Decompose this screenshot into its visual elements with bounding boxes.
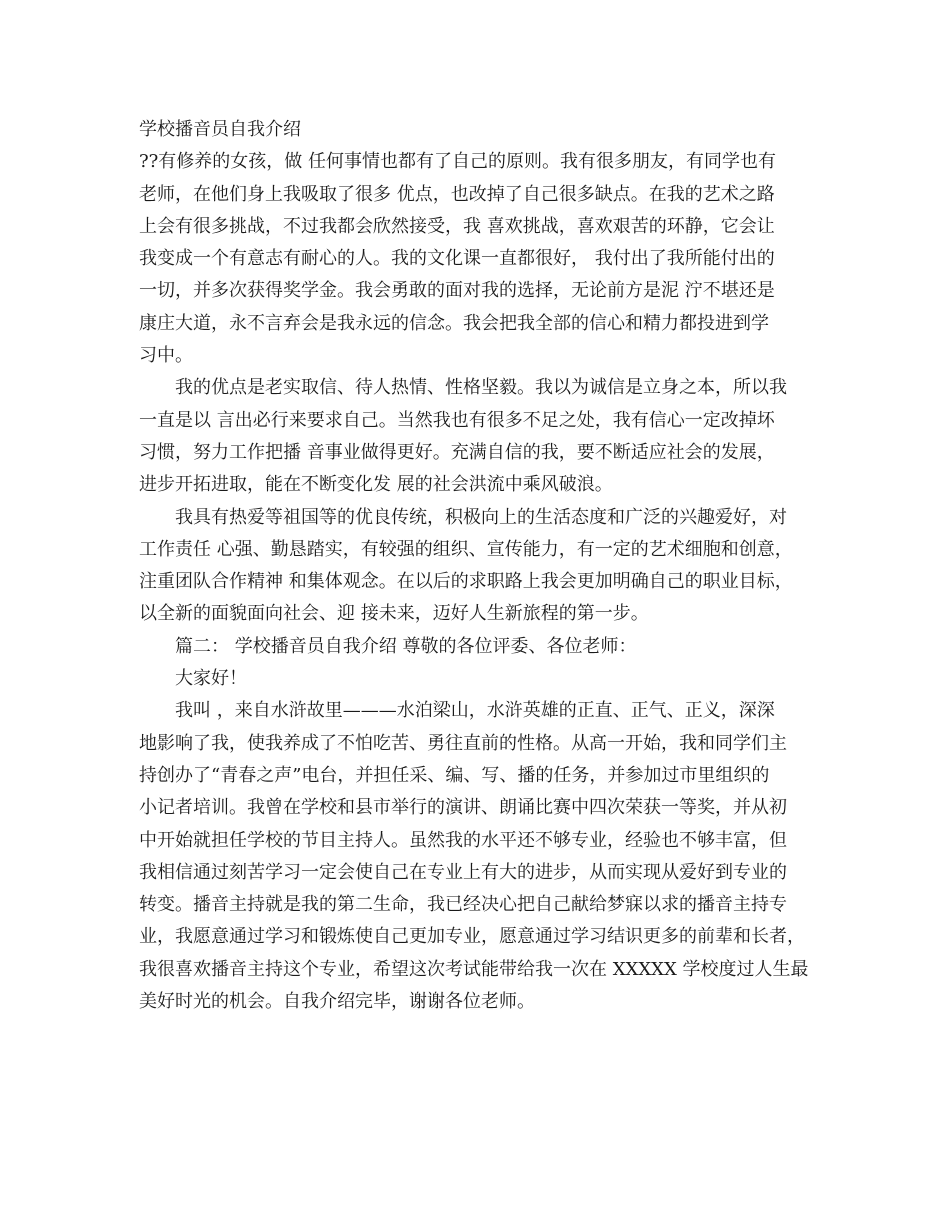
text-line: 一直是以 言出必行来要求自己。当然我也有很多不足之处，我有信心一定改掉坏 <box>139 409 775 431</box>
text-line: 工作责任 心强、勤恳踏实，有较强的组织、宣传能力，有一定的艺术细胞和创意， <box>139 538 793 560</box>
text-line: 小记者培训。我曾在学校和县市举行的演讲、朗诵比赛中四次荣获一等奖，并从初 <box>139 797 787 819</box>
text-line: 老师，在他们身上我吸取了很多 优点，也改掉了自己很多缺点。在我的艺术之路 <box>139 183 775 205</box>
text-line: 篇二： 学校播音员自我介绍 尊敬的各位评委、各位老师： <box>175 635 637 657</box>
text-line: 习中。 <box>139 345 193 367</box>
text-line: 康庄大道，永不言弃会是我永远的信念。我会把我全部的信心和精力都投进到学 <box>139 312 769 334</box>
text-line: 美好时光的机会。自我介绍完毕，谢谢各位老师。 <box>139 991 535 1013</box>
text-line: 大家好！ <box>175 668 247 690</box>
paragraph <box>139 372 829 501</box>
paragraph <box>139 631 829 663</box>
paragraph <box>139 695 829 1018</box>
text-line: ??有修养的女孩，做 任何事情也都有了自己的原则。我有很多朋友，有同学也有 <box>139 151 777 173</box>
paragraph <box>139 663 829 695</box>
text-line: 持创办了“青春之声”电台，并担任采、编、写、播的任务，并参加过市里组织的 <box>139 764 770 786</box>
text-line: 我叫 ，来自水浒故里———水泊梁山，水浒英雄的正直、正气、正义，深深 <box>175 700 775 722</box>
text-line: 上会有很多挑战，不过我都会欣然接受，我 喜欢挑战，喜欢艰苦的环静，它会让 <box>139 215 775 237</box>
text-line: 进步开拓进取，能在不断变化发 展的社会洪流中乘风破浪。 <box>139 474 613 496</box>
paragraph-list <box>139 146 829 1018</box>
text-line: 我的优点是老实取信、待人热情、性格坚毅。我以为诚信是立身之本，所以我 <box>175 377 787 399</box>
document-title: 学校播音员自我介绍 <box>139 119 301 140</box>
text-line: 我相信通过刻苦学习一定会使自己在专业上有大的进步，从而实现从爱好到专业的 <box>139 861 787 883</box>
text-line: 注重团队合作精神 和集体观念。在以后的求职路上我会更加明确自己的职业目标， <box>139 571 793 593</box>
text-line: 习惯，努力工作把播 音事业做得更好。充满自信的我，要不断适应社会的发展， <box>139 441 775 463</box>
text-line: 我很喜欢播音主持这个专业，希望这次考试能带给我一次在 XXXXX 学校度过人生最 <box>139 958 809 980</box>
text-line: 以全新的面貌面向社会、迎 接未来，迈好人生新旅程的第一步。 <box>139 603 649 625</box>
text-line: 转变。播音主持就是我的第二生命，我已经决心把自己献给梦寐以求的播音主持专 <box>139 894 787 916</box>
text-line: 我具有热爱等祖国等的优良传统，积极向上的生活态度和广泛的兴趣爱好，对 <box>175 506 787 528</box>
text-line: 中开始就担任学校的节目主持人。虽然我的水平还不够专业，经验也不够丰富，但 <box>139 829 787 851</box>
document-body <box>139 114 829 1018</box>
text-line: 业，我愿意通过学习和锻炼使自己更加专业，愿意通过学习结识更多的前辈和长者， <box>139 926 805 948</box>
text-line: 我变成一个有意志有耐心的人。我的文化课一直都很好， 我付出了我所能付出的 <box>139 248 775 270</box>
paragraph <box>139 146 829 372</box>
text-line: 一切，并多次获得奖学金。我会勇敢的面对我的选择，无论前方是泥 泞不堪还是 <box>139 280 775 302</box>
paragraph <box>139 502 829 631</box>
text-line: 地影响了我，使我养成了不怕吃苦、勇往直前的性格。从高一开始，我和同学们主 <box>139 732 787 754</box>
